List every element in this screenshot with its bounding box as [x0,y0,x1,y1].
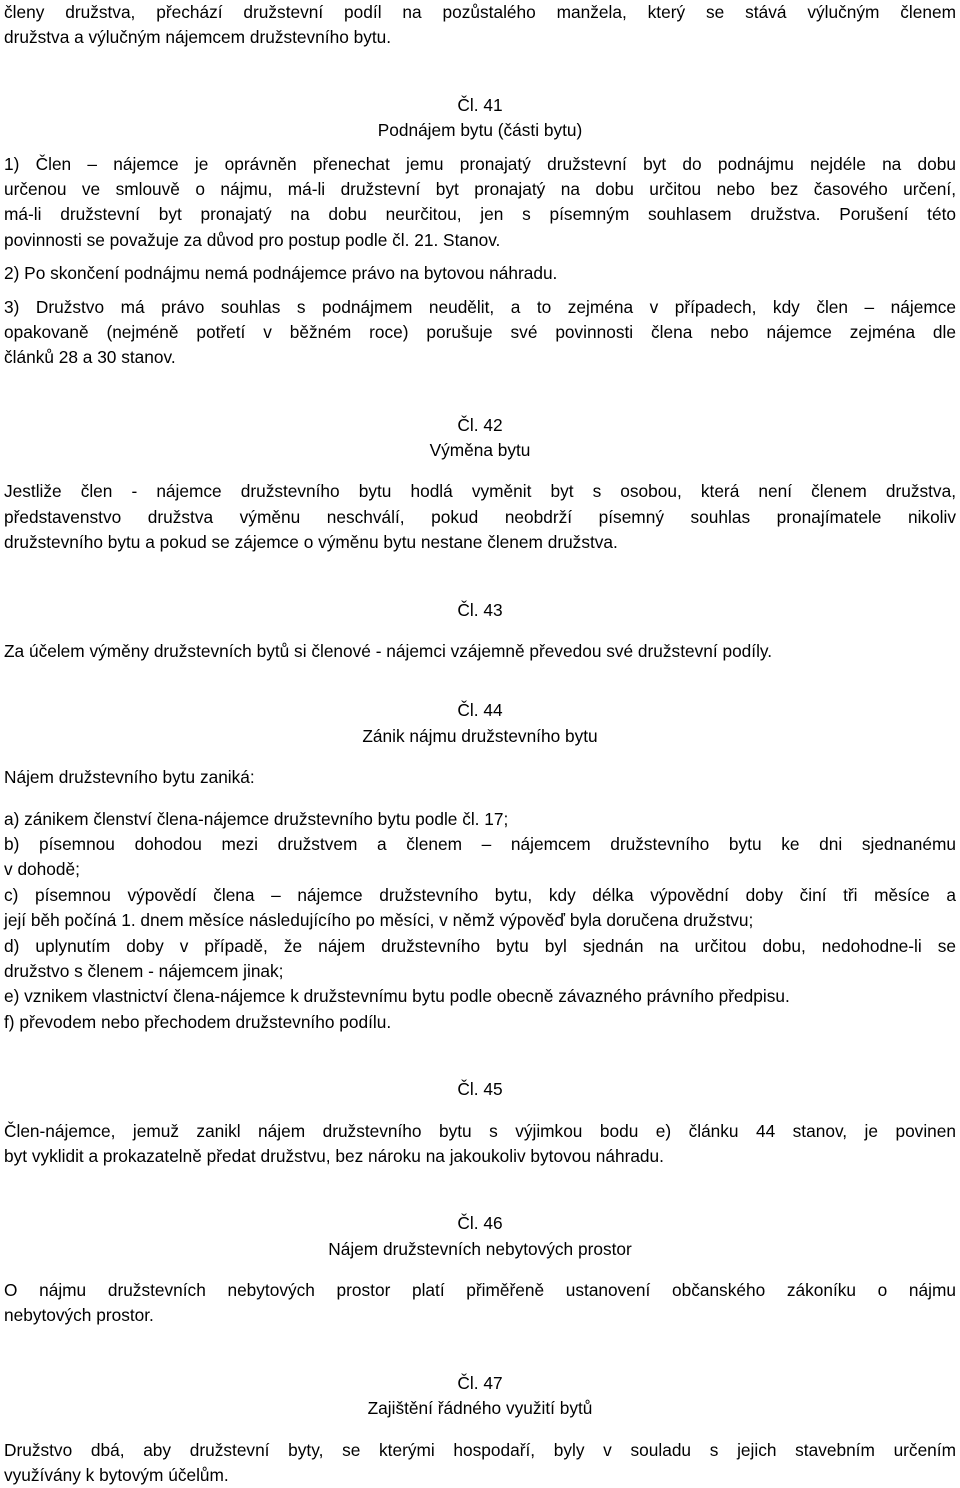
text-line: Jestliže člen - nájemce družstevního bytu hodlá vyměnit byt s osobou, která není členem družstva, [4,481,956,502]
article-title: Zánik nájmu družstevního bytu [362,725,598,746]
intro-paragraph [4,0,956,51]
article-heading: Čl. 46 [457,1213,503,1234]
text-line: Člen-nájemce, jemuž zanikl nájem družstevního bytu s výjimkou bodu e) článku 44 stanov, je povinen [4,1120,956,1141]
list-item: b) písemnou dohodou mezi družstvem a členem – nájemcem družstevního bytu ke dni sjednanému [4,833,956,854]
text-line: povinnosti se považuje za důvod pro postup podle čl. 21. Stanov. [4,229,501,250]
list-item: c) písemnou výpovědí člena – nájemce družstevního bytu, kdy délka výpovědní doby činí tři měsíce a [4,884,956,905]
text-line: opakovaně (nejméně potřetí v běžném roce) porušuje své povinnosti člena nebo nájemce zejména dle [4,321,956,342]
text-line: členy družstva, přechází družstevní podíl na pozůstalého manžela, který se stává výlučným členem [4,2,956,22]
article-heading: Čl. 47 [457,1372,503,1393]
article-44 [4,698,956,1035]
paragraph: 2) Po skončení podnájmu nemá podnájemce právo na bytovou náhradu. [4,263,558,284]
article-47 [4,1371,956,1488]
article-43 [4,598,956,665]
text-line: článků 28 a 30 stanov. [4,347,176,368]
article-41 [4,93,956,371]
text-line: družstevního bytu a pokud se zájemce o výměnu bytu nestane členem družstva. [4,532,618,553]
text-line: 1) Člen – nájemce je oprávněn přenechat jemu pronajatý družstevní byt do podnájmu nejdéle na dobu [4,153,956,174]
list-lead: Nájem družstevního bytu zaniká: [4,767,255,788]
list-item: její běh počíná 1. dnem měsíce následujícího po měsíci, v němž výpověď byla doručena družstvu; [4,910,754,931]
paragraph [4,295,956,371]
paragraph: Za účelem výměny družstevních bytů si členové - nájemci vzájemně převedou své družstevní podíly. [4,641,773,662]
text-line: nebytových prostor. [4,1305,154,1326]
article-42 [4,413,956,556]
list-item: v dohodě; [4,859,80,880]
text-line: O nájmu družstevních nebytových prostor platí přiměřeně ustanovení občanského zákoníku o nájmu [4,1280,956,1301]
termination-list [4,807,956,1036]
article-title: Nájem družstevních nebytových prostor [328,1238,632,1259]
article-title: Zajištění řádného využití bytů [367,1398,593,1419]
article-title: Podnájem bytu (části bytu) [377,120,583,141]
text-line: byt vyklidit a prokazatelně předat družstvu, bez nároku na jakoukoliv bytovou náhradu. [4,1145,664,1166]
text-line: 3) Družstvo má právo souhlas s podnájmem neudělit, a to zejména v případech, kdy člen – nájemce [4,296,956,317]
list-item: f) převodem nebo přechodem družstevního podílu. [4,1011,392,1032]
paragraph [4,152,956,254]
paragraph [4,1438,956,1488]
text-line: má-li družstevní byt pronajatý na dobu neurčitou, jen s písemným souhlasem družstva. Porušení této [4,204,956,225]
list-item: d) uplynutím doby v případě, že nájem družstevního bytu byl sjednán na určitou dobu, nedohodne-li se [4,935,956,956]
list-item: družstvo s členem - nájemcem jinak; [4,960,284,981]
paragraph [4,1119,956,1170]
article-heading: Čl. 44 [457,700,503,721]
text-line: družstva a výlučným nájemcem družstevního bytu. [4,27,392,48]
article-heading: Čl. 43 [457,599,503,620]
text-line: určenou ve smlouvě o nájmu, má-li družstevní byt pronajatý na dobu určitou nebo bez časového určení, [4,178,956,199]
article-heading: Čl. 45 [457,1079,503,1100]
text-line: představenstvo družstva výměnu neschválí, pokud neobdrží písemný souhlas pronajímatele nikoliv [4,506,956,527]
paragraph [4,479,956,555]
list-item: e) vznikem vlastnictví člena-nájemce k družstevnímu bytu podle obecně závazného právního předpisu. [4,986,790,1007]
article-title: Výměna bytu [429,440,531,461]
text-line: Družstvo dbá, aby družstevní byty, se kterými hospodaří, byly v souladu s jejich stavebním určením [4,1439,956,1460]
paragraph [4,1278,956,1329]
document-page [4,0,956,1488]
article-45 [4,1077,956,1169]
text-line: využívány k bytovým účelům. [4,1465,229,1486]
article-heading: Čl. 41 [457,94,503,115]
list-item: a) zánikem členství člena-nájemce družstevního bytu podle čl. 17; [4,808,509,829]
article-46 [4,1211,956,1329]
article-heading: Čl. 42 [457,414,503,435]
